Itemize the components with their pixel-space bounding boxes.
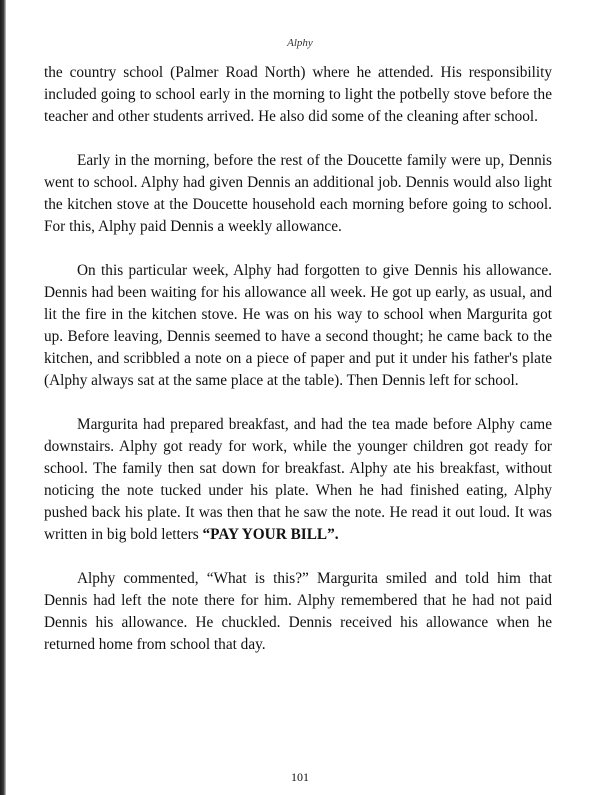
page-binding-edge	[0, 0, 6, 795]
body-text	[44, 62, 552, 678]
paragraph-4	[44, 414, 552, 546]
paragraph-2: Early in the morning, before the rest of the Doucette family were up, Dennis went to school. Alphy had given Dennis an additional job. Dennis would also light the kitchen stove at the Doucette household each morning before going to school. For this, Alphy paid Dennis a weekly allowance.	[44, 152, 552, 235]
bold-note-text: “PAY YOUR BILL”.	[202, 526, 339, 543]
paragraph-5: Alphy commented, “What is this?” Margurita smiled and told him that Dennis had left the note there for him. Alphy remembered that he had not paid Dennis his allowance. He chuckled. Dennis received his allowance when he returned home from school that day.	[44, 570, 552, 653]
page-number: 101	[291, 770, 309, 784]
paragraph-1: the country school (Palmer Road North) where he attended. His responsibility included going to school early in the morning to light the potbelly stove before the teacher and other students arrived. He also did some of the cleaning after school.	[44, 64, 552, 125]
paragraph-3: On this particular week, Alphy had forgotten to give Dennis his allowance. Dennis had been waiting for his allowance all week. He got up early, as usual, and lit the fire in the kitchen stove. He was on his way to school when Margurita got up. Before leaving, Dennis seemed to have a second thought; he came back to the kitchen, and scribbled a note on a piece of paper and put it under his father's plate (Alphy always sat at the same place at the table). Then Dennis left for school.	[44, 262, 552, 389]
running-header: Alphy	[287, 37, 313, 49]
paragraph-4-text: Margurita had prepared breakfast, and had the tea made before Alphy came downstairs. Alphy got ready for work, while the younger children got ready for school. The family then sat down for breakfast. Alphy ate his breakfast, without noticing the note tucked under his plate. When he had finished eating, Alphy pushed back his plate. It was then that he saw the note. He read it out loud. It was written in big bold letters	[44, 416, 552, 543]
